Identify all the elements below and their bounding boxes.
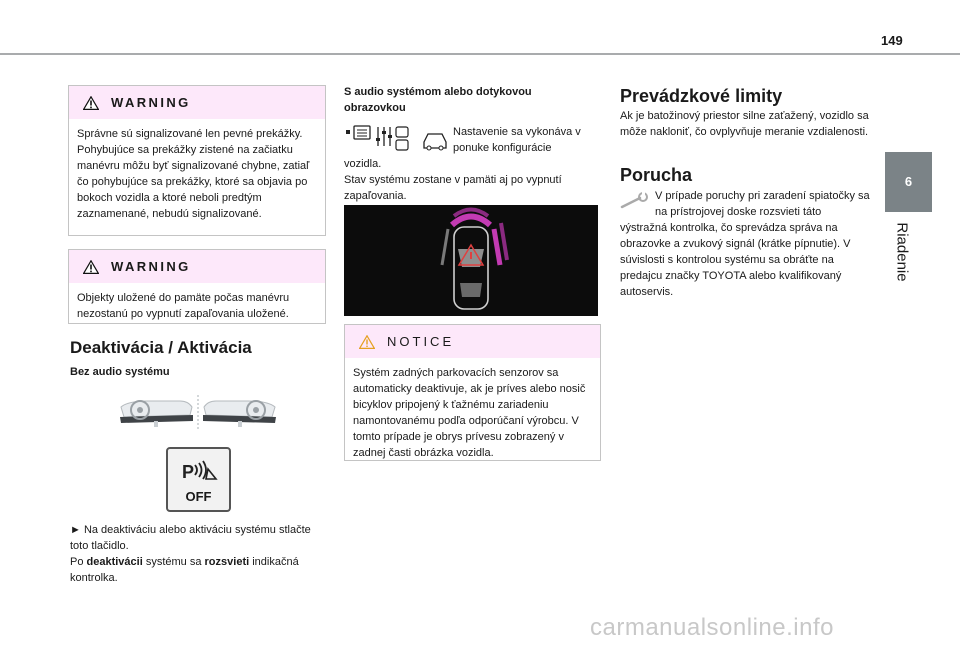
subtitle-audio-system: S audio systémom alebo dotykovou obrazovkou (344, 86, 532, 114)
fault-text-bottom: výstražná kontrolka, čo sprevádza správa na obrazovke a zvukový signál (krátke pípnutie). V súvislosti s kontrolou systému sa obráťte na predajcu značky TOYOTA alebo kvalifikovaný autoservis. (620, 222, 851, 298)
svg-text:P: P (182, 462, 195, 482)
result-bold-deactivation: deaktivácii (86, 556, 143, 568)
result-bold-lights: rozsvieti (204, 556, 250, 568)
notice-header (345, 325, 600, 358)
parking-sensor-icon (180, 459, 220, 485)
warning-text: Objekty uložené do pamäte počas manévru nezostanú po vypnutí zapaľovania uložené. (77, 292, 290, 320)
notice-icon (359, 335, 375, 349)
warning-header (69, 86, 325, 119)
off-label: OFF (185, 489, 212, 504)
fault-title: Porucha (620, 165, 693, 185)
section-title-deactivation: Deaktivácia / Aktivácia (70, 338, 252, 357)
warning-icon (83, 260, 99, 274)
memory-text: Stav systému zostane v pamäti aj po vypnutí zapaľovania. (344, 174, 562, 202)
operating-limits-text: Ak je batožinový priestor silne zaťažený, vozidlo sa môže nakloniť, čo ovplyvňuje meranie vzdialenosti. (620, 110, 869, 138)
warning-box-2 (68, 249, 326, 324)
warning-text: Správne sú signalizované len pevné prekážky. Pohybujúce sa prekážky zistené na začiatku manévru môžu byť signalizované chybne, zatiaľ čo pohybujúce sa prekážky, ktoré sa objavia po bokoch vozidla a ktoré neboli predtým zaznamenané, nebudú signalizované. (77, 128, 310, 220)
notice-title: NOTICE (387, 334, 455, 349)
warning-title: WARNING (111, 259, 191, 274)
warning-title: WARNING (111, 95, 191, 110)
settings-text: Nastavenie sa vykonáva v ponuke konfigurácie (453, 126, 581, 154)
result-post: indikačná kontrolka. (70, 556, 299, 584)
warning-icon (83, 96, 99, 110)
top-divider (0, 53, 960, 55)
notice-box (344, 324, 601, 461)
chapter-title-label: Riadenie (893, 222, 911, 282)
page-number: 149 (881, 33, 903, 48)
warning-box-1 (68, 85, 326, 236)
chapter-tab[interactable]: 6 (885, 152, 932, 212)
operating-limits-title: Prevádzkové limity (620, 86, 783, 106)
instruction-text: ► Na deaktiváciu alebo aktiváciu systému stlačte toto tlačidlo. (70, 524, 311, 552)
car-top-view-icon (344, 205, 598, 316)
fault-text-top: V prípade poruchy pri zaradení spiatočky sa na prístrojovej doske rozsvieti táto (655, 190, 870, 218)
footer-watermark: carmanualsonline.info (590, 614, 834, 641)
settings-menu-icons (344, 124, 448, 154)
wrench-warning-icon (620, 192, 650, 210)
dashboard-illustration (118, 393, 278, 431)
notice-text: Systém zadných parkovacích senzorov sa automaticky deaktivuje, ak je príves alebo nosič bicyklov pripojený k ťažnému zariadeniu namontovanému podľa odporúčaní výrobcu. V tomto prípade je obrys prívesu zobrazený v zadnej časti obrázka vozidla. (353, 367, 586, 459)
result-text (70, 554, 326, 586)
parking-sensor-off-button[interactable] (166, 447, 231, 512)
subtitle-no-audio: Bez audio systému (70, 366, 170, 378)
result-mid: systému sa (142, 556, 205, 568)
settings-text-continued: vozidla. (344, 158, 382, 170)
warning-header (69, 250, 325, 283)
result-pre: Po (70, 556, 87, 568)
parking-display-image (344, 205, 598, 316)
chapter-title (868, 218, 936, 288)
